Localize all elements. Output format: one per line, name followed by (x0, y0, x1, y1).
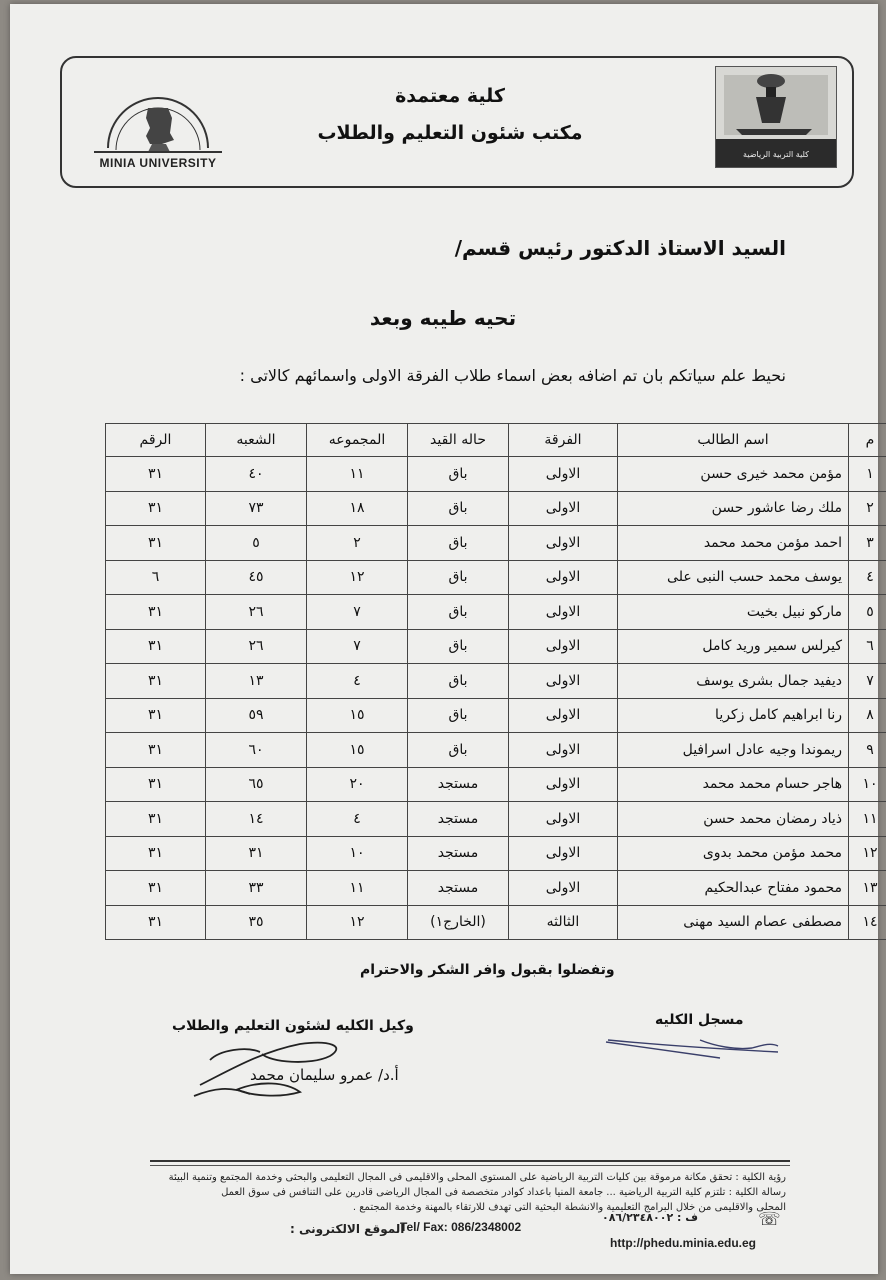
cell-status: باق (408, 664, 509, 699)
cell-num: ٥ (849, 595, 886, 630)
intro-paragraph: نحيط علم سياتكم بان تم اضافه بعض اسماء طلاب الفرقة الاولى واسمائهم كالاتى : (239, 366, 786, 385)
footer-phone-arabic: ف : ٠٨٦/٢٣٤٨٠٠٢ (602, 1211, 698, 1224)
footer-website-label: الموقع الالكترونى : (290, 1222, 405, 1236)
cell-name: مؤمن محمد خيرى حسن (618, 457, 849, 492)
cell-group: ٤ (307, 664, 408, 699)
cell-section: ٥ (206, 526, 307, 561)
table-row (106, 526, 886, 561)
cell-name: احمد مؤمن محمد محمد (618, 526, 849, 561)
cell-group: ١١ (307, 871, 408, 906)
cell-group: ١٢ (307, 905, 408, 940)
table-row (106, 560, 886, 595)
cell-id: ٦ (106, 560, 206, 595)
phone-icon: ☏ (758, 1209, 781, 1230)
footer-mission: رسالة الكلية : تلتزم كلية التربية الرياضية ... جامعة المنيا باعداد كوادر متخصصة فى المجال الرياضى قادرين على التنافس فى سوق العمل (221, 1187, 786, 1198)
cell-status: مستجد (408, 767, 509, 802)
cell-id: ٣١ (106, 733, 206, 768)
footer-mission-cont: المحلى والاقليمى من خلال البرامج التعليمية والانشطة البحثية التى تهدف للارتقاء بالمهنة وخدمة المجتمع . (352, 1202, 786, 1213)
cell-section: ٥٩ (206, 698, 307, 733)
cell-num: ١٠ (849, 767, 886, 802)
cell-num: ١١ (849, 802, 886, 837)
cell-division: الاولى (509, 526, 618, 561)
salutation: السيد الاستاذ الدكتور رئيس قسم/ (454, 236, 786, 260)
cell-section: ٦٥ (206, 767, 307, 802)
cell-name: هاجر حسام محمد محمد (618, 767, 849, 802)
cell-name: ذياد رمضان محمد حسن (618, 802, 849, 837)
cell-group: ٧ (307, 595, 408, 630)
cell-division: الاولى (509, 698, 618, 733)
cell-name: ديفيد جمال بشرى يوسف (618, 664, 849, 699)
office-title: مكتب شئون التعليم والطلاب (317, 122, 583, 144)
header-id: الرقم (106, 424, 206, 457)
cell-id: ٣١ (106, 491, 206, 526)
header-num: م (849, 424, 886, 457)
header-section: الشعبه (206, 424, 307, 457)
cell-num: ١٤ (849, 905, 886, 940)
accreditation-title: كلية معتمدة (395, 85, 505, 107)
cell-division: الاولى (509, 629, 618, 664)
cell-name: ماركو نبيل بخيت (618, 595, 849, 630)
cell-status: مستجد (408, 802, 509, 837)
cell-status: باق (408, 560, 509, 595)
cell-section: ٧٣ (206, 491, 307, 526)
cell-status: باق (408, 491, 509, 526)
cell-id: ٣١ (106, 802, 206, 837)
cell-section: ١٤ (206, 802, 307, 837)
cell-name: محمود مفتاح عبدالحكيم (618, 871, 849, 906)
cell-division: الاولى (509, 767, 618, 802)
cell-group: ١٥ (307, 733, 408, 768)
cell-group: ١١ (307, 457, 408, 492)
cell-section: ٦٠ (206, 733, 307, 768)
registrar-title: مسجل الكليه (655, 1012, 744, 1028)
table-row (106, 491, 886, 526)
cell-division: الاولى (509, 595, 618, 630)
cell-division: الاولى (509, 664, 618, 699)
faculty-logo (715, 66, 837, 168)
cell-section: ٢٦ (206, 629, 307, 664)
cell-group: ١٢ (307, 560, 408, 595)
cell-name: ملك رضا عاشور حسن (618, 491, 849, 526)
cell-status: باق (408, 595, 509, 630)
cell-id: ٣١ (106, 664, 206, 699)
cell-num: ٢ (849, 491, 886, 526)
cell-section: ٣٥ (206, 905, 307, 940)
cell-id: ٣١ (106, 871, 206, 906)
cell-division: الاولى (509, 802, 618, 837)
cell-section: ٤٠ (206, 457, 307, 492)
cell-division: الاولى (509, 871, 618, 906)
cell-status: باق (408, 629, 509, 664)
cell-division: الاولى (509, 491, 618, 526)
cell-group: ١٠ (307, 836, 408, 871)
cell-id: ٣١ (106, 629, 206, 664)
footer-url: http://phedu.minia.edu.eg (610, 1236, 756, 1250)
cell-id: ٣١ (106, 595, 206, 630)
cell-num: ٧ (849, 664, 886, 699)
cell-num: ٤ (849, 560, 886, 595)
cell-group: ٢٠ (307, 767, 408, 802)
cell-group: ٢ (307, 526, 408, 561)
cell-division: الاولى (509, 457, 618, 492)
closing-line: وتفضلوا بقبول وافر الشكر والاحترام (360, 962, 615, 978)
cell-status: باق (408, 698, 509, 733)
cell-division: الاولى (509, 560, 618, 595)
cell-status: باق (408, 733, 509, 768)
cell-status: مستجد (408, 836, 509, 871)
cell-division: الاولى (509, 836, 618, 871)
cell-name: ريموندا وجيه عادل اسرافيل (618, 733, 849, 768)
cell-num: ٦ (849, 629, 886, 664)
cell-name: كيرلس سمير وريد كامل (618, 629, 849, 664)
table-row (106, 733, 886, 768)
students-table (105, 423, 886, 940)
greeting: تحيه طيبه وبعد (369, 306, 517, 330)
footer-divider-thin (150, 1165, 790, 1166)
table-row (106, 836, 886, 871)
cell-name: يوسف محمد حسب النبى على (618, 560, 849, 595)
cell-status: (الخارج١) (408, 905, 509, 940)
cell-division: الاولى (509, 733, 618, 768)
table-row (106, 664, 886, 699)
cell-name: رنا ابراهيم كامل زكريا (618, 698, 849, 733)
cell-num: ١٢ (849, 836, 886, 871)
faculty-logo-text: كلية التربية الرياضية (743, 150, 809, 159)
cell-section: ١٣ (206, 664, 307, 699)
header-name: اسم الطالب (618, 424, 849, 457)
footer-divider (150, 1160, 790, 1162)
table-row (106, 457, 886, 492)
cell-section: ٣١ (206, 836, 307, 871)
table-row (106, 698, 886, 733)
cell-num: ٩ (849, 733, 886, 768)
header-status: حاله القيد (408, 424, 509, 457)
table-row (106, 905, 886, 940)
cell-name: مصطفى عصام السيد مهنى (618, 905, 849, 940)
cell-group: ٧ (307, 629, 408, 664)
university-name: MINIA UNIVERSITY (99, 156, 217, 170)
cell-group: ١٥ (307, 698, 408, 733)
table-row (106, 767, 886, 802)
cell-id: ٣١ (106, 457, 206, 492)
cell-status: باق (408, 526, 509, 561)
cell-id: ٣١ (106, 698, 206, 733)
cell-num: ١ (849, 457, 886, 492)
cell-id: ٣١ (106, 905, 206, 940)
cell-group: ٤ (307, 802, 408, 837)
cell-num: ٨ (849, 698, 886, 733)
cell-name: محمد مؤمن محمد بدوى (618, 836, 849, 871)
table-row (106, 871, 886, 906)
cell-division: الثالثه (509, 905, 618, 940)
cell-num: ٣ (849, 526, 886, 561)
table-row (106, 629, 886, 664)
cell-num: ١٣ (849, 871, 886, 906)
cell-status: مستجد (408, 871, 509, 906)
cell-group: ١٨ (307, 491, 408, 526)
footer-vision: رؤية الكلية : تحقق مكانة مرموقة بين كليات التربية الرياضية على المستوى المحلى والاقليمى فى المجال التعليمى والبحثى وخدمة المجتمع وتنمية البيئة (168, 1172, 786, 1183)
footer-tel-fax: Tel/ Fax: 086/2348002 (400, 1220, 522, 1234)
cell-section: ٢٦ (206, 595, 307, 630)
vice-dean-title: وكيل الكليه لشئون التعليم والطلاب (172, 1018, 414, 1034)
table-row (106, 595, 886, 630)
cell-id: ٣١ (106, 836, 206, 871)
cell-section: ٣٣ (206, 871, 307, 906)
table-header-row (106, 424, 886, 457)
cell-status: باق (408, 457, 509, 492)
header-division: الفرقة (509, 424, 618, 457)
cell-id: ٣١ (106, 767, 206, 802)
cell-id: ٣١ (106, 526, 206, 561)
header-group: المجموعه (307, 424, 408, 457)
table-row (106, 802, 886, 837)
cell-section: ٤٥ (206, 560, 307, 595)
vice-dean-name: أ.د/ عمرو سليمان محمد (250, 1066, 399, 1084)
